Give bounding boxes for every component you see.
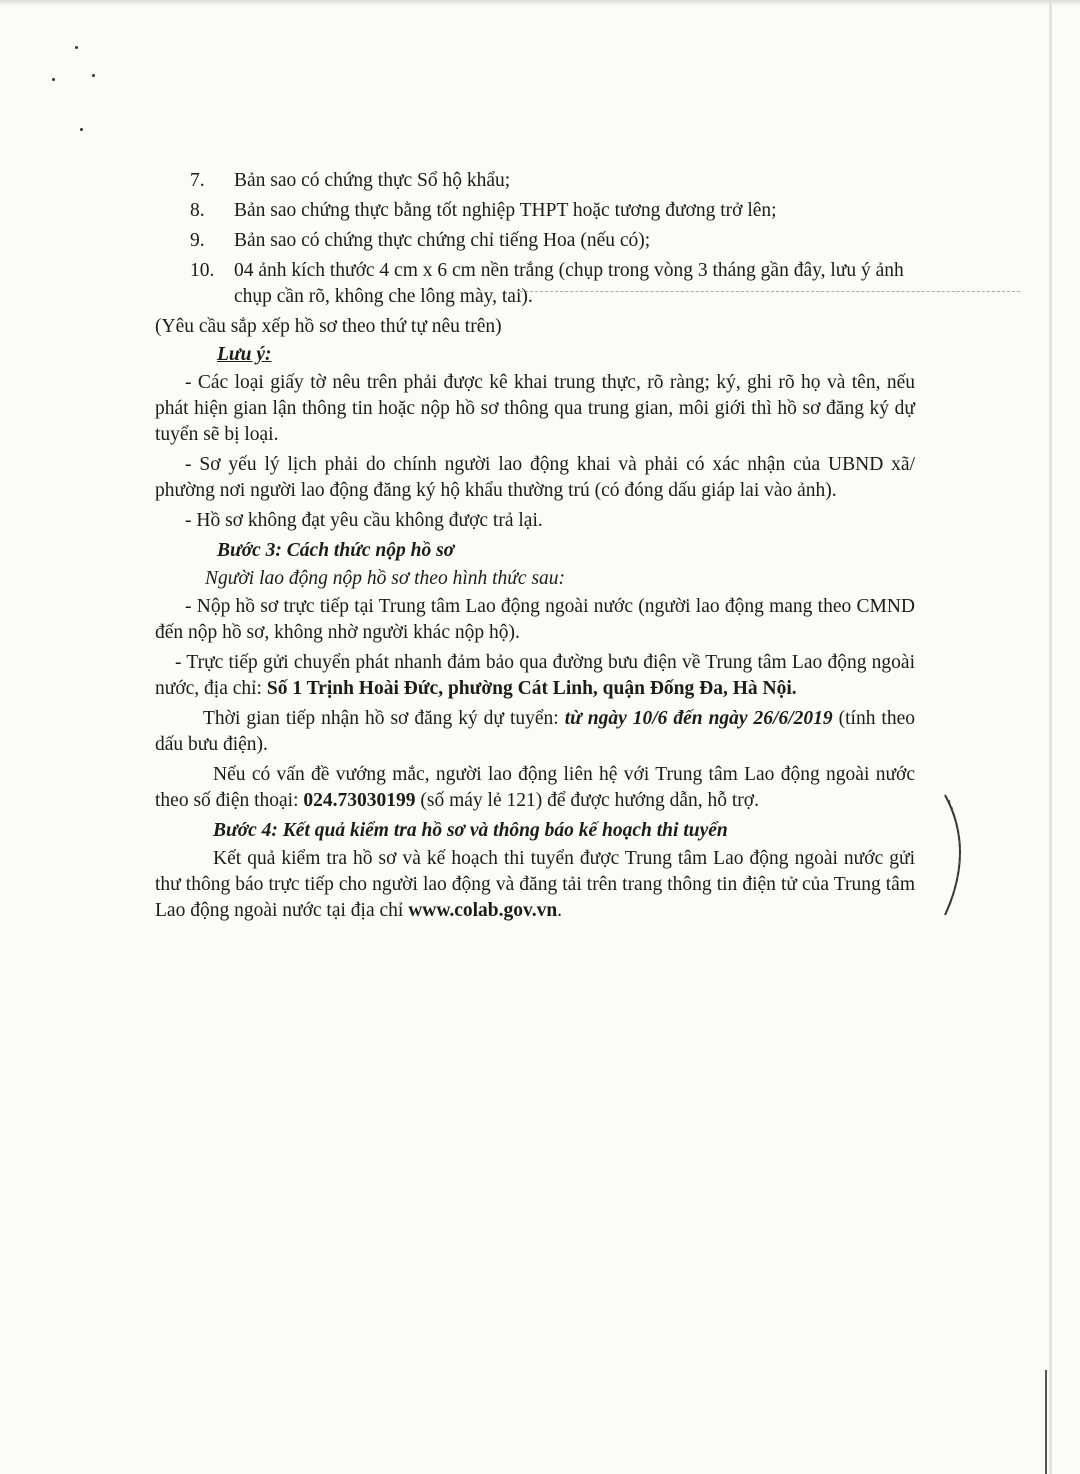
step3-heading: Bước 3: Cách thức nộp hồ sơ	[217, 540, 455, 561]
list-number: 8.	[190, 200, 205, 221]
time-suffix: (tính theo dấu bưu điện).	[155, 708, 915, 755]
note-item: - Hồ sơ không đạt yêu cầu không được trả lại.	[185, 510, 543, 531]
contact-phone: 024.73030199	[303, 790, 416, 811]
submission-date-range: từ ngày 10/6 đến ngày 26/6/2019	[564, 708, 833, 729]
scan-speck	[52, 78, 55, 81]
contact-info	[155, 762, 915, 814]
list-number: 10.	[190, 260, 215, 281]
list-item	[190, 168, 915, 194]
submission-method-1: - Nộp hồ sơ trực tiếp tại Trung tâm Lao động ngoài nước (người lao động mang theo CMND đến nộp hồ sơ, không nhờ người khác nộp hộ).	[155, 596, 915, 643]
office-address: Số 1 Trịnh Hoài Đức, phường Cát Linh, quận Đống Đa, Hà Nội.	[266, 678, 797, 699]
contact-text: Nếu có vấn đề vướng mắc, người lao động liên hệ với Trung tâm Lao động ngoài nước theo số điện thoại:	[155, 764, 915, 811]
result-suffix: .	[557, 900, 563, 921]
note-item: - Các loại giấy tờ nêu trên phải được kê khai trung thực, rõ ràng; ký, ghi rõ họ và tên, nếu phát hiện gian lận thông tin hoặc nộp hồ sơ thông qua trung gian, môi giới thì hồ sơ đăng ký dự tuyển sẽ bị loại.	[155, 372, 915, 445]
step4-heading: Bước 4: Kết quả kiểm tra hồ sơ và thông báo kế hoạch thi tuyển	[213, 820, 728, 841]
document-list	[155, 168, 915, 310]
margin-bracket-mark	[935, 790, 985, 920]
note-item: - Sơ yếu lý lịch phải do chính người lao động khai và phải có xác nhận của UBND xã/ phường nơi người lao động đăng ký hộ khẩu thường trú (có đóng dấu giáp lai vào ảnh).	[155, 454, 915, 501]
submission-time	[155, 706, 915, 758]
list-number: 9.	[190, 230, 205, 251]
website-link[interactable]: www.colab.gov.vn	[408, 900, 558, 921]
contact-suffix: (số máy lẻ 121) để được hướng dẫn, hỗ trợ.	[415, 790, 759, 811]
list-text: Bản sao có chứng thực Sổ hộ khẩu;	[234, 170, 511, 191]
result-text: Kết quả kiểm tra hồ sơ và kế hoạch thi tuyển được Trung tâm Lao động ngoài nước gửi thư thông báo trực tiếp cho người lao động và đăng tải trên trang thông tin điện tử của Trung tâm Lao động ngoài nước tại địa chỉ	[155, 848, 915, 921]
order-note: (Yêu cầu sắp xếp hồ sơ theo thứ tự nêu trên)	[155, 316, 502, 337]
scan-speck	[92, 74, 95, 77]
list-item	[190, 198, 915, 224]
scan-speck	[80, 128, 83, 131]
method2-text: - Trực tiếp gửi chuyển phát nhanh đảm bảo qua đường bưu điện về Trung tâm Lao động ngoài nước, địa chỉ:	[155, 652, 915, 699]
scan-edge-mark	[1045, 1370, 1047, 1474]
list-text: Bản sao có chứng thực chứng chỉ tiếng Hoa (nếu có);	[234, 230, 651, 251]
list-number: 7.	[190, 170, 205, 191]
scan-edge-right	[1049, 0, 1052, 1474]
time-text: Thời gian tiếp nhận hồ sơ đăng ký dự tuyển:	[203, 708, 565, 729]
list-text: 04 ảnh kích thước 4 cm x 6 cm nền trắng (chụp trong vòng 3 tháng gần đây, lưu ý ảnh chụp cần rõ, không che lông mày, tai).	[234, 260, 904, 307]
step4-text	[155, 846, 915, 924]
submission-method-2	[155, 650, 915, 702]
list-item	[190, 228, 915, 254]
step3-intro: Người lao động nộp hồ sơ theo hình thức sau:	[205, 568, 566, 589]
list-item	[190, 258, 915, 310]
list-text: Bản sao chứng thực bằng tốt nghiệp THPT hoặc tương đương trở lên;	[234, 200, 777, 221]
document-body	[155, 168, 915, 924]
note-heading: Lưu ý:	[217, 344, 272, 365]
scan-edge-top	[0, 0, 1080, 6]
scan-speck	[75, 46, 78, 49]
